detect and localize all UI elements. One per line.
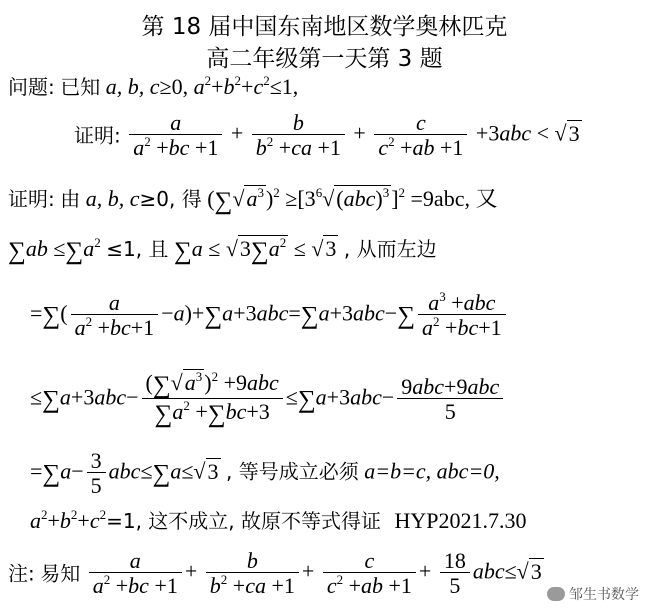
fraction: $\frac{a}{a^2 +bc +1}$ [89,550,182,597]
fraction: $\frac{b}{b^2 +ca +1}$ [206,550,299,597]
note-label: 注: [8,561,35,586]
cond-sum: ≤1, [269,74,299,99]
proof-text: =9abc, 又 [410,186,498,211]
proof-label: 证明: [8,187,55,211]
fraction: $\frac{a}{a^2 +bc +1}$ [129,112,222,159]
fraction: $\frac{b}{b^2 +ca +1}$ [252,112,345,159]
proof-line-4: ≤∑a+3abc− $\frac{(\sum√a^3)^2 +9abc}{\sum a^2 +\sum bc+3}$ ≤∑a+3abc− $\frac{\text{9abc+9abc}}{5}$ [30,372,506,427]
cond-nonneg: ≥0, [159,74,189,99]
proof-text: a=b=c, abc=0, [364,458,500,484]
signature-date: HYP2021.7.30 [394,508,527,533]
problem-known: 已知 [60,75,101,99]
proof-text: ≥0, 得 [139,187,202,211]
title-line-1: 第 18 届中国东南地区数学奥林匹克 [141,14,508,40]
fraction: $\frac{a^3 +abc}{a^2 +bc+1}$ [418,292,506,339]
proof-text: , 等号成立必须 [226,459,359,484]
watermark-text: 邹生书数学 [569,587,639,603]
problem-label: 问题: [8,75,55,99]
proof-line-1: 证明: 由 a, b, c≥0, 得 $(\sum√a^3)^2 \ge[3^6√(abc)^3]^2 =9abc$, 又 [8,185,498,215]
fraction: $\frac{3}{5}$ [87,450,106,497]
title-line-2: 高二年级第一天第 3 题 [206,46,443,72]
problem-vars: a, b, c [105,74,160,99]
fraction: $\frac{18}{5}$ [440,550,470,597]
prove-statement: 证明: $\frac{a}{a^2 +bc +1}$ + $\frac{b}{b^2 +ca +1}$ + $\frac{c}{c^2 +ab +1}$ +3abc < √3 [74,110,580,160]
proof-text: ≤1, 且 [106,237,169,261]
wechat-icon [547,587,565,601]
fraction: $\frac{\text{9abc+9abc}}{5}$ [397,376,503,423]
prove-label: 证明: [74,123,121,148]
proof-line-5: =∑a− $\frac{3}{5}$ abc≤∑a≤√3 , 等号成立必须 a=b=c, abc=0, [30,448,500,498]
note-text: 易知 [40,561,81,586]
fraction: $\frac{(\sum√a^3)^2 +9abc}{\sum a^2 +\sum bc+3}$ [142,372,283,427]
proof-line-6: $a^2+b^2+c^2=1$, 这不成立, 故原不等式得证 HYP2021.7.30 [30,507,527,533]
proof-line-3: =∑( $\frac{a}{a^2 +bc+1}$ −a)+∑a+3abc=∑a+3abc−∑ $\frac{a^3 +abc}{a^2 +bc+1}$ [30,292,509,339]
fraction: $\frac{a}{a^2 +bc+1}$ [71,292,159,339]
watermark [547,584,639,604]
fraction: $\frac{c}{c^2 +ab +1}$ [323,550,416,597]
fraction: $\frac{c}{c^2 +ab +1}$ [374,112,467,159]
proof-text: =1, 这不成立, 故原不等式得证 [106,509,382,533]
proof-text: 由 [60,187,81,211]
problem-statement: 问题: 已知 a, b, c≥0, $a^2+b^2+c^2\le 1$, [8,73,299,99]
proof-text: , 从而左边 [343,237,437,261]
proof-line-2: $\sum ab \le\sum a^2 \le 1$, 且 $\sum a \le √3\sum a^2 \le √3$ , 从而左边 [8,235,437,265]
note-line: 注: 易知 $\frac{a}{a^2 +bc +1}$ + $\frac{b}{b^2 +ca +1}$ + $\frac{c}{c^2 +ab +1}$ + $\frac{18}{5}$ abc≤√3 [8,548,542,598]
